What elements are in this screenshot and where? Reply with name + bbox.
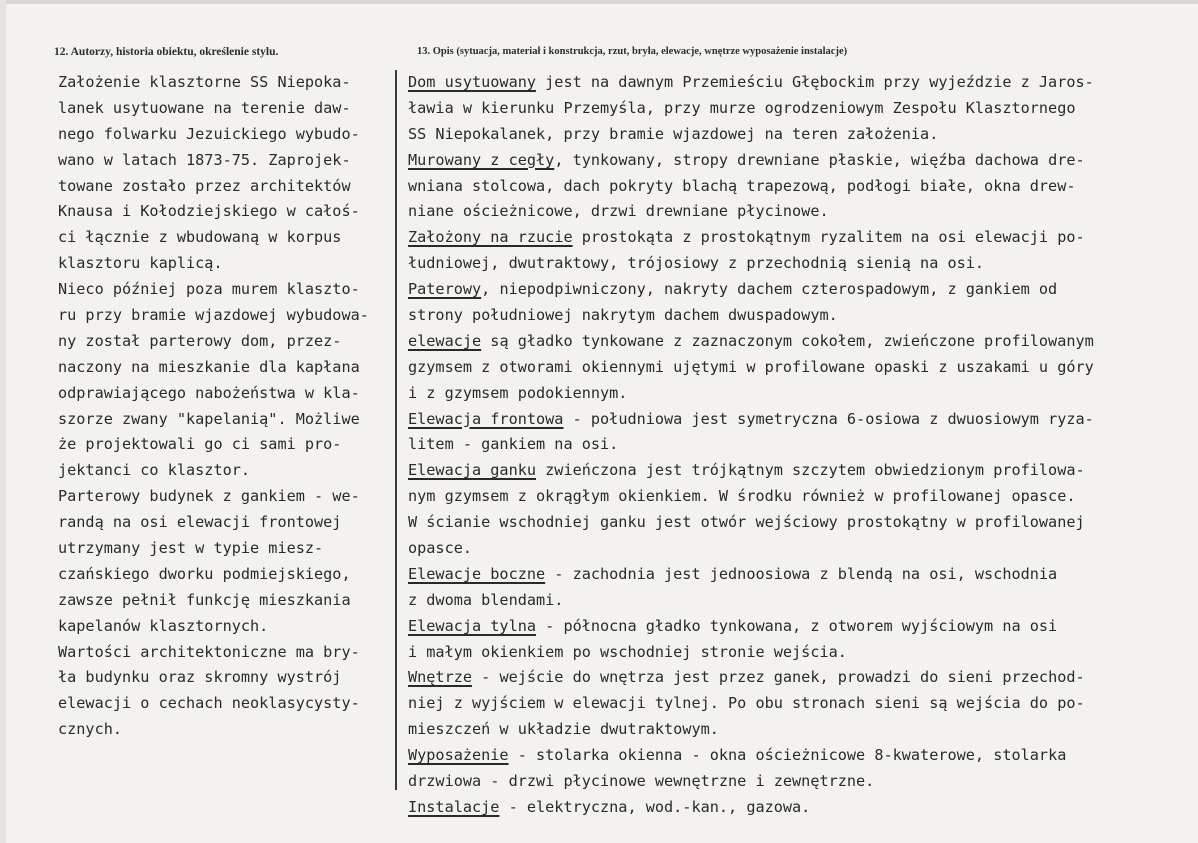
description-line <box>408 665 1188 691</box>
history-line: że projektowali go ci sami pro- <box>58 435 342 454</box>
description-heading: Murowany z cegły <box>408 150 555 169</box>
description-line <box>408 303 1188 329</box>
description-line <box>408 484 1188 510</box>
description-line <box>408 381 1188 407</box>
description-heading: Elewacja tylna <box>408 616 537 635</box>
description-heading: Wnętrze <box>408 668 473 687</box>
description-line <box>408 640 1188 666</box>
history-line: randą na osi elewacji frontowej <box>58 513 342 532</box>
history-line: lanek usytuowane na terenie daw- <box>58 98 351 117</box>
description-text: są gładko tynkowane z zaznaczonym cokołem, zwieńczone profilowanym <box>481 331 1094 350</box>
description-text: jest na dawnym Przemieściu Głębockim przy wyjeździe z Jaros- <box>536 73 1094 91</box>
description-text: litem - gankiem na osi. <box>408 435 619 454</box>
description-line <box>408 536 1188 562</box>
description-line <box>408 174 1188 200</box>
description-heading: elewacje <box>408 331 482 350</box>
description-heading: Dom usytuowany <box>408 73 537 91</box>
description-text: gzymsem z otworami okiennymi ujętymi w profilowane opaski z uszakami u góry <box>408 357 1094 376</box>
description-text: prostokąta z prostokątnym ryzalitem na osi elewacji po- <box>572 228 1085 247</box>
description-line <box>408 769 1188 795</box>
description-text: niej z wyjściem w elewacji tylnej. Po obu stronach sieni są wejścia do po- <box>408 694 1085 713</box>
history-line: odprawiającego nabożeństwa w kla- <box>58 383 360 402</box>
description-line <box>408 717 1188 743</box>
history-line: nego folwarku Jezuickiego wybudo- <box>58 124 360 143</box>
description-line <box>408 432 1188 458</box>
history-line: ła budynku oraz skromny wystrój <box>58 668 342 687</box>
history-line: zawsze pełnił funkcję mieszkania <box>58 590 351 609</box>
section-12-header: 12. Autorzy, historia obiektu, określenie stylu. <box>54 46 279 58</box>
description-line <box>408 795 1188 821</box>
description-line <box>408 225 1188 251</box>
description-line <box>408 355 1188 381</box>
description-line <box>408 329 1188 355</box>
history-line: Założenie klasztorne SS Niepoka- <box>58 73 351 91</box>
description-line <box>408 691 1188 717</box>
description-text: - północna gładko tynkowana, z otworem wyjściowym na osi <box>536 616 1058 635</box>
scan-edge-left <box>0 0 6 843</box>
description-line <box>408 458 1188 484</box>
description-line <box>408 70 1188 96</box>
description-text: , niepodpiwniczony, nakryty dachem czterospadowym, z gankiem od <box>481 280 1058 299</box>
history-line: czańskiego dworku podmiejskiego, <box>58 564 351 583</box>
description-text: i małym okienkiem po wschodniej stronie wejścia. <box>408 642 847 661</box>
history-line: jektanci co klasztor. <box>58 461 251 480</box>
description-text: mieszczeń w układzie dwutraktowym. <box>408 720 719 739</box>
history-line: Nieco później poza murem klaszto- <box>58 280 360 299</box>
history-column <box>58 70 393 743</box>
history-line: naczony na mieszkanie dla kapłana <box>58 357 360 376</box>
description-text: i z gzymsem podokiennym. <box>408 383 628 402</box>
description-line <box>408 407 1188 433</box>
column-divider <box>395 70 397 790</box>
description-heading: Elewacja frontowa <box>408 409 564 428</box>
scan-edge-top <box>0 0 1198 4</box>
description-heading: Wyposażenie <box>408 746 509 765</box>
history-line: towane zostało przez architektów <box>58 176 351 195</box>
history-line: klasztoru kaplicą. <box>58 254 223 273</box>
description-text: nym gzymsem z okrągłym okienkiem. W środku również w profilowanej opasce. <box>408 487 1076 506</box>
history-line: utrzymany jest w typie miesz- <box>58 539 324 558</box>
description-line <box>408 122 1188 148</box>
history-line: ci łącznie z wbudowaną w korpus <box>58 228 342 247</box>
description-text: z dwoma blendami. <box>408 590 564 609</box>
history-line: cznych. <box>58 720 123 739</box>
description-text: wniana stolcowa, dach pokryty blachą trapezową, podłogi białe, okna drew- <box>408 176 1076 195</box>
description-heading: Elewacja ganku <box>408 461 537 480</box>
history-line: wano w latach 1873-75. Zaprojek- <box>58 150 351 169</box>
description-text: - stolarka okienna - okna ościeżnicowe 8-kwaterowe, stolarka <box>508 746 1067 765</box>
description-line <box>408 199 1188 225</box>
description-text: - elektryczna, wod.-kan., gazowa. <box>499 797 811 816</box>
description-heading: Paterowy <box>408 280 482 299</box>
description-text: niane ościeżnicowe, drzwi drewniane płycinowe. <box>408 202 829 221</box>
description-column <box>408 70 1188 821</box>
history-line: Knausa i Kołodziejskiego w całoś- <box>58 202 360 221</box>
description-line <box>408 148 1188 174</box>
description-heading: Elewacje boczne <box>408 564 546 583</box>
description-text: , tynkowany, stropy drewniane płaskie, więźba dachowa dre- <box>554 150 1085 169</box>
description-line <box>408 510 1188 536</box>
description-text: strony południowej nakrytym dachem dwuspadowym. <box>408 306 838 325</box>
description-line <box>408 588 1188 614</box>
description-text: ławia w kierunku Przemyśla, przy murze ogrodzeniowym Zespołu Klasztornego <box>408 98 1076 117</box>
description-text: łudniowej, dwutraktowy, trójosiowy z przechodnią sienią na osi. <box>408 254 985 273</box>
description-heading: Instalacje <box>408 797 500 816</box>
description-line <box>408 96 1188 122</box>
description-line <box>408 743 1188 769</box>
description-heading: Założony na rzucie <box>408 228 573 247</box>
history-line: Parterowy budynek z gankiem - we- <box>58 487 360 506</box>
history-line: szorze zwany "kapelanią". Możliwe <box>58 409 360 428</box>
description-text: - południowa jest symetryczna 6-osiowa z dwuosiowym ryza- <box>563 409 1094 428</box>
history-line: elewacji o cechach neoklasycysty- <box>58 694 360 713</box>
history-line: ny został parterowy dom, przez- <box>58 331 342 350</box>
description-text: zwieńczona jest trójkątnym szczytem obwiedzionym profilowa- <box>536 461 1085 480</box>
description-line <box>408 251 1188 277</box>
description-text: drzwiowa - drzwi płycinowe wewnętrzne i zewnętrzne. <box>408 772 875 791</box>
description-line <box>408 277 1188 303</box>
description-text: - wejście do wnętrza jest przez ganek, prowadzi do sieni przechod- <box>472 668 1085 687</box>
description-text: - zachodnia jest jednoosiowa z blendą na osi, wschodnia <box>545 564 1058 583</box>
description-text: SS Niepokalanek, przy bramie wjazdowej na teren założenia. <box>408 124 939 143</box>
description-text: opasce. <box>408 539 473 558</box>
section-13-header: 13. Opis (sytuacja, materiał i konstrukcja, rzut, bryła, elewacje, wnętrze wyposażenie instalacje) <box>417 46 848 57</box>
description-line <box>408 562 1188 588</box>
history-line: Wartości architektoniczne ma bry- <box>58 642 360 661</box>
history-line: kapelanów klasztornych. <box>58 616 269 635</box>
description-line <box>408 614 1188 640</box>
description-text: W ścianie wschodniej ganku jest otwór wejściowy prostokątny w profilowanej <box>408 513 1085 532</box>
history-line: ru przy bramie wjazdowej wybudowa- <box>58 306 369 325</box>
